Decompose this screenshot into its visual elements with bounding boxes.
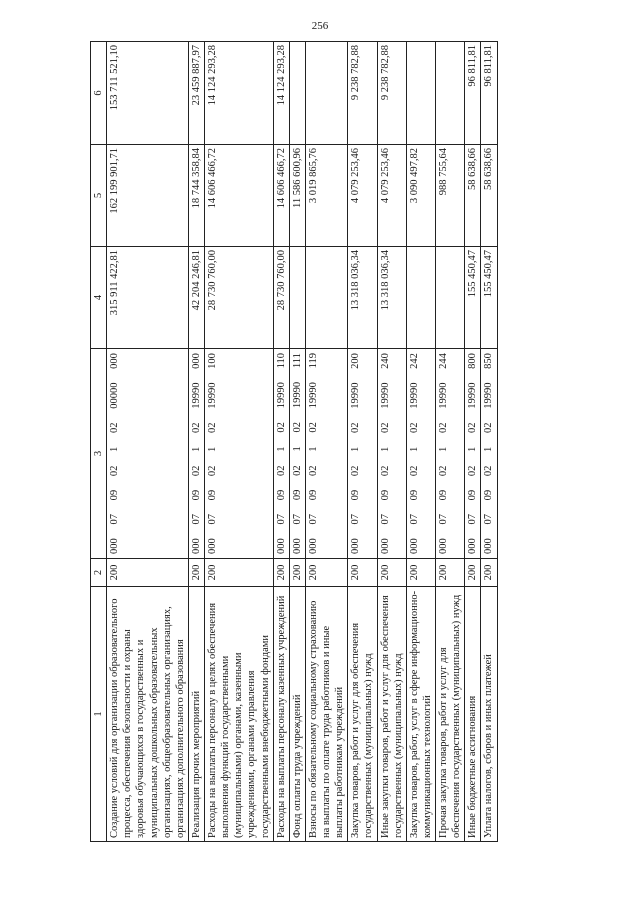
- classification-code-part: 1: [291, 446, 303, 452]
- row-value-col5: 162 199 901,71: [107, 145, 189, 247]
- classification-code-part: 1: [408, 446, 420, 452]
- classification-code-part: 02: [109, 465, 121, 477]
- classification-code-part: 000: [483, 538, 495, 554]
- classification-code-part: 000: [467, 538, 479, 554]
- row-value-col5: 11 586 600,96: [289, 145, 305, 247]
- classification-code-part: 02: [408, 422, 420, 433]
- row-name: Создание условий для организации образовательного процесса, обеспечения безопасности и охраны здоровья обучающихся в государственных и муниципальных дошкольных образовательных организациях, общеобразовательных организациях, организациях дополнительного образования: [107, 587, 189, 842]
- row-value-col4: [436, 247, 465, 349]
- row-value-col6: [436, 42, 465, 145]
- row-value-col4: 155 450,47: [465, 247, 481, 349]
- classification-code-part: 02: [207, 422, 218, 433]
- classification-code-part: 19990: [291, 381, 303, 409]
- classification-code-part: 000: [275, 538, 287, 554]
- table-row: [465, 42, 481, 842]
- row-value-col5: 988 755,64: [436, 145, 465, 247]
- row-value-col5: 58 638,66: [481, 145, 497, 247]
- page-number: 256: [311, 20, 329, 32]
- row-code: 200: [107, 559, 189, 587]
- classification-code-part: 07: [291, 513, 303, 525]
- classification-code-part: 09: [307, 489, 319, 501]
- row-classification-code: [406, 349, 435, 559]
- row-classification-code: [273, 349, 289, 559]
- classification-code-part: 000: [190, 353, 202, 369]
- classification-code-part: 02: [291, 465, 303, 476]
- classification-code-part: 110: [275, 353, 287, 369]
- classification-code-part: 100: [207, 353, 218, 369]
- classification-code-parts: [436, 349, 451, 558]
- classification-code-part: 19990: [438, 382, 449, 409]
- table-row: [107, 42, 189, 842]
- header-col-3: 3: [91, 349, 107, 559]
- classification-code-part: 09: [275, 489, 287, 501]
- classification-code-part: 1: [467, 446, 479, 452]
- classification-code-part: 09: [438, 489, 449, 501]
- row-value-col6: 96 811,81: [481, 42, 497, 145]
- row-value-col5: 18 744 358,84: [188, 145, 204, 247]
- row-classification-code: [205, 349, 274, 559]
- row-value-col6: 96 811,81: [465, 42, 481, 145]
- row-value-col4: 42 204 246,81: [188, 247, 204, 349]
- row-classification-code: [377, 349, 406, 559]
- row-code: 200: [436, 559, 465, 587]
- row-classification-code: [481, 349, 497, 559]
- classification-code-part: 02: [275, 465, 287, 476]
- table-row: [205, 42, 274, 842]
- row-code: 200: [465, 559, 481, 587]
- classification-code-part: 07: [190, 514, 202, 525]
- classification-code-parts: [189, 349, 204, 558]
- row-value-col6: 23 459 887,97: [188, 42, 204, 145]
- row-code: 200: [205, 559, 274, 587]
- classification-code-part: 02: [275, 422, 287, 433]
- classification-code-part: 07: [379, 514, 391, 525]
- classification-code-part: 02: [307, 465, 319, 476]
- classification-code-part: 09: [207, 489, 218, 501]
- classification-code-part: 1: [438, 446, 449, 452]
- classification-code-part: 19990: [307, 382, 319, 409]
- table-row: [305, 42, 347, 842]
- table-row: [406, 42, 435, 842]
- classification-code-part: 02: [190, 422, 202, 433]
- classification-code-part: 111: [291, 353, 303, 369]
- classification-code-part: 07: [408, 514, 420, 525]
- classification-code-part: 1: [207, 446, 218, 452]
- row-code: 200: [348, 559, 377, 587]
- classification-code-part: 02: [379, 465, 391, 477]
- classification-code-part: 000: [307, 538, 319, 554]
- classification-code-part: 07: [483, 514, 495, 525]
- row-name: Закупка товаров, работ, услуг в сфере информационно-коммуникационных технологий: [406, 587, 435, 842]
- table-row: [289, 42, 305, 842]
- row-name: Взносы по обязательному социальному страхованию на выплаты по оплате труда работников и иные выплаты работникам учреждений: [305, 587, 347, 842]
- table-row: [188, 42, 204, 842]
- row-name: Закупка товаров, работ и услуг для обеспечения государственных (муниципальных) нужд: [348, 587, 377, 842]
- classification-code-part: 02: [350, 422, 362, 433]
- row-value-col4: 155 450,47: [481, 247, 497, 349]
- table-row: [273, 42, 289, 842]
- row-value-col6: [305, 42, 347, 145]
- table-body: [107, 42, 497, 842]
- row-value-col4: 28 730 760,00: [205, 247, 274, 349]
- row-code: 200: [289, 559, 305, 587]
- classification-code-part: 119: [307, 353, 319, 369]
- header-col-5: 5: [91, 145, 107, 247]
- row-value-col6: 14 124 293,28: [205, 42, 274, 145]
- classification-code-part: 09: [350, 489, 362, 501]
- classification-code-part: 000: [109, 353, 121, 369]
- row-value-col6: 153 711 521,10: [107, 42, 189, 145]
- classification-code-part: 02: [109, 422, 121, 433]
- row-value-col4: 28 730 760,00: [273, 247, 289, 349]
- classification-code-parts: [481, 349, 496, 558]
- classification-code-part: 02: [207, 465, 218, 477]
- classification-code-part: 850: [483, 353, 495, 369]
- row-classification-code: [465, 349, 481, 559]
- row-value-col4: [305, 247, 347, 349]
- classification-code-part: 1: [109, 446, 121, 452]
- classification-code-part: 19990: [207, 382, 218, 409]
- classification-code-part: 000: [190, 538, 202, 554]
- classification-code-parts: [407, 349, 422, 558]
- budget-table: [90, 41, 498, 842]
- classification-code-part: 07: [207, 514, 218, 525]
- row-classification-code: [305, 349, 347, 559]
- classification-code-part: 02: [350, 465, 362, 477]
- classification-code-part: 200: [350, 353, 362, 369]
- classification-code-parts: [205, 349, 220, 558]
- header-col-6: 6: [91, 42, 107, 145]
- classification-code-part: 244: [438, 353, 449, 369]
- row-classification-code: [436, 349, 465, 559]
- row-name: Расходы на выплаты персоналу в целях обеспечения выполнения функций государственными (муниципальными) органами, казенными учреждениями, органами управления государственными внебюджетными фондами: [205, 587, 274, 842]
- classification-code-part: 07: [350, 514, 362, 525]
- row-code: 200: [188, 559, 204, 587]
- classification-code-part: 02: [291, 421, 303, 433]
- classification-code-part: 02: [307, 422, 319, 433]
- row-value-col5: 14 606 466,72: [273, 145, 289, 247]
- rotated-table-container: [90, 42, 560, 842]
- row-code: 200: [481, 559, 497, 587]
- classification-code-part: 09: [483, 489, 495, 501]
- classification-code-part: 19990: [190, 382, 202, 409]
- classification-code-part: 09: [109, 489, 121, 501]
- classification-code-part: 07: [275, 513, 287, 525]
- header-col-2: 2: [91, 559, 107, 587]
- classification-code-part: 000: [379, 538, 391, 554]
- row-value-col4: 315 911 422,81: [107, 247, 189, 349]
- row-value-col4: [289, 247, 305, 349]
- header-row: [91, 42, 107, 842]
- classification-code-part: 800: [467, 353, 479, 369]
- classification-code-part: 000: [350, 538, 362, 554]
- classification-code-part: 09: [408, 489, 420, 501]
- row-name: Уплата налогов, сборов и иных платежей: [481, 587, 497, 842]
- classification-code-part: 02: [483, 422, 495, 433]
- row-value-col5: 4 079 253,46: [377, 145, 406, 247]
- classification-code-part: 240: [379, 353, 391, 369]
- row-value-col5: 58 638,66: [465, 145, 481, 247]
- row-value-col6: 9 238 782,88: [348, 42, 377, 145]
- classification-code-part: 19990: [467, 382, 479, 409]
- row-code: 200: [406, 559, 435, 587]
- classification-code-part: 02: [483, 465, 495, 477]
- classification-code-part: 00000: [109, 382, 121, 409]
- classification-code-part: 07: [438, 514, 449, 525]
- classification-code-part: 09: [291, 489, 303, 501]
- classification-code-parts: [306, 349, 321, 558]
- row-code: 200: [273, 559, 289, 587]
- row-name: Расходы на выплаты персоналу казенных учреждений: [273, 587, 289, 842]
- classification-code-parts: [107, 349, 122, 558]
- classification-code-part: 07: [109, 514, 121, 525]
- row-code: 200: [377, 559, 406, 587]
- classification-code-part: 1: [379, 446, 391, 452]
- classification-code-part: 07: [467, 514, 479, 525]
- classification-code-part: 02: [379, 422, 391, 433]
- table-row: [481, 42, 497, 842]
- row-name: Иные закупки товаров, работ и услуг для обеспечения государственных (муниципальных) нужд: [377, 587, 406, 842]
- classification-code-part: 19990: [483, 382, 495, 409]
- classification-code-part: 02: [467, 465, 479, 477]
- classification-code-parts: [274, 349, 289, 558]
- classification-code-part: 19990: [350, 382, 362, 409]
- classification-code-parts: [290, 349, 305, 558]
- classification-code-parts: [465, 349, 480, 558]
- table-row: [436, 42, 465, 842]
- classification-code-part: 1: [275, 446, 287, 452]
- classification-code-part: 09: [379, 489, 391, 501]
- classification-code-part: 000: [207, 538, 218, 554]
- classification-code-part: 000: [408, 538, 420, 554]
- row-value-col5: 4 079 253,46: [348, 145, 377, 247]
- row-classification-code: [348, 349, 377, 559]
- classification-code-part: 1: [350, 446, 362, 452]
- classification-code-part: 02: [408, 465, 420, 477]
- row-name: Реализация прочих мероприятий: [188, 587, 204, 842]
- classification-code-part: 1: [483, 446, 495, 452]
- row-value-col5: 14 606 466,72: [205, 145, 274, 247]
- header-col-1: 1: [91, 587, 107, 842]
- row-name: Прочая закупка товаров, работ и услуг для обеспечения государственных (муниципальных) нужд: [436, 587, 465, 842]
- table-row: [377, 42, 406, 842]
- row-value-col4: [406, 247, 435, 349]
- classification-code-part: 19990: [275, 382, 287, 409]
- row-classification-code: [289, 349, 305, 559]
- classification-code-part: 09: [190, 489, 202, 501]
- classification-code-part: 1: [190, 446, 202, 452]
- header-col-4: 4: [91, 247, 107, 349]
- classification-code-part: 1: [307, 446, 319, 452]
- row-value-col4: 13 318 036,34: [348, 247, 377, 349]
- classification-code-part: 02: [438, 465, 449, 477]
- row-value-col6: 14 124 293,28: [273, 42, 289, 145]
- row-value-col6: [406, 42, 435, 145]
- classification-code-part: 000: [291, 538, 303, 554]
- row-value-col5: 3 090 497,82: [406, 145, 435, 247]
- classification-code-part: 000: [109, 538, 121, 554]
- row-value-col6: 9 238 782,88: [377, 42, 406, 145]
- row-value-col6: [289, 42, 305, 145]
- row-code: 200: [305, 559, 347, 587]
- row-value-col4: 13 318 036,34: [377, 247, 406, 349]
- classification-code-part: 242: [408, 353, 420, 369]
- classification-code-part: 02: [438, 422, 449, 433]
- classification-code-parts: [348, 349, 363, 558]
- classification-code-parts: [378, 349, 393, 558]
- row-classification-code: [188, 349, 204, 559]
- classification-code-part: 19990: [408, 382, 420, 409]
- classification-code-part: 02: [467, 422, 479, 433]
- classification-code-part: 19990: [379, 382, 391, 409]
- row-name: Иные бюджетные ассигнования: [465, 587, 481, 842]
- classification-code-part: 07: [307, 513, 319, 525]
- row-name: Фонд оплаты труда учреждений: [289, 587, 305, 842]
- classification-code-part: 09: [467, 489, 479, 501]
- row-value-col5: 3 019 865,76: [305, 145, 347, 247]
- classification-code-part: 02: [190, 465, 202, 477]
- classification-code-part: 000: [438, 538, 449, 554]
- row-classification-code: [107, 349, 189, 559]
- table-row: [348, 42, 377, 842]
